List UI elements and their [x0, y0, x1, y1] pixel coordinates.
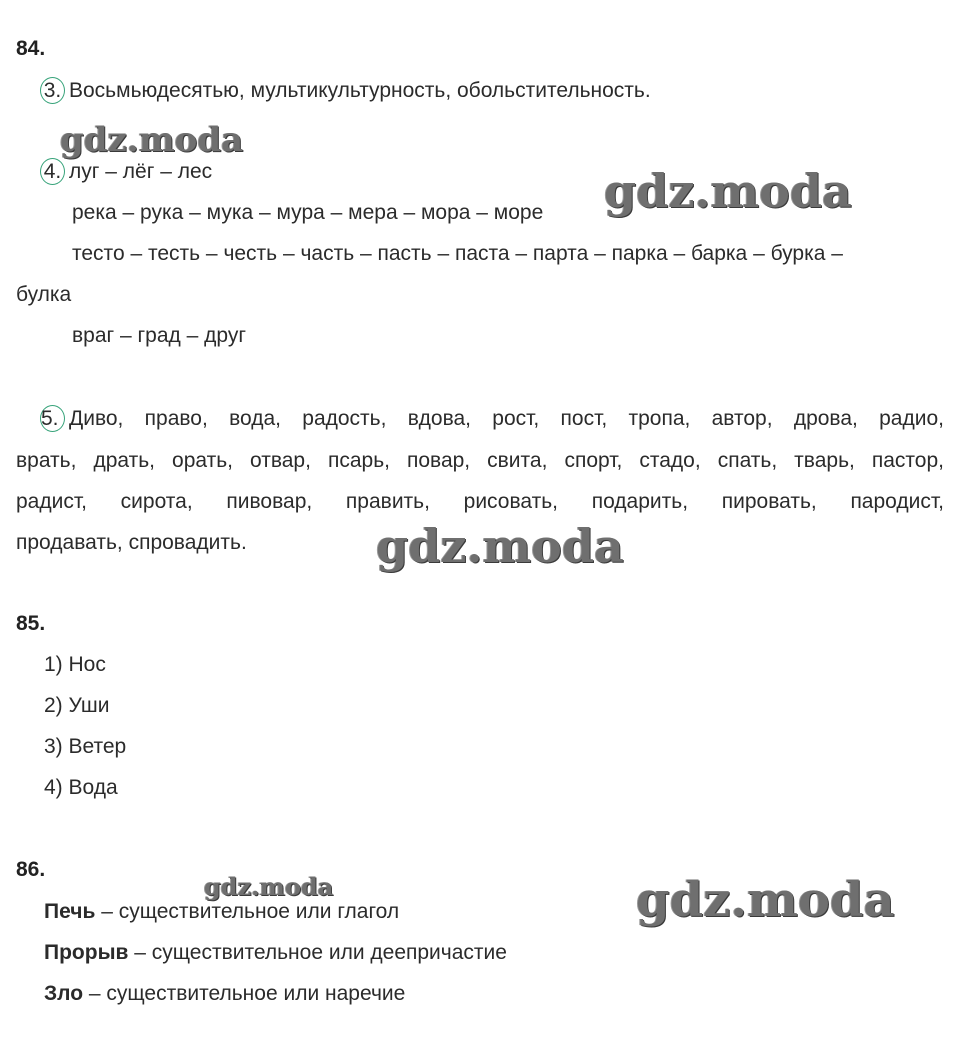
watermark-5: gdz.moda — [636, 872, 895, 928]
ex84-item3-marker: 3. — [40, 77, 65, 104]
ex85-item-2: 2) Уши — [44, 694, 110, 717]
ex84-item4-line1 — [40, 158, 212, 185]
ex84-item4-line2: река – рука – мука – мура – мера – мора – море — [72, 201, 544, 224]
watermark-3: gdz.moda — [376, 519, 624, 573]
ex84-item5-line1 — [16, 405, 944, 432]
exercise-86-number: 86. — [16, 858, 46, 881]
ex84-item5-line4: продавать, спровадить. — [16, 531, 247, 554]
ex85-item-4: 4) Вода — [44, 776, 118, 799]
ex86-item-1 — [44, 900, 399, 924]
ex86-item-2-rest: – существительное или деепричастие — [128, 941, 507, 964]
watermark-1: gdz.moda — [60, 120, 244, 160]
ex85-item-3: 3) Ветер — [44, 735, 127, 758]
ex86-item-1-word: Печь — [44, 900, 96, 923]
ex84-item5-line2: врать, драть, орать, отвар, псарь, повар, свита, спорт, стадо, спать, тварь, пастор, — [16, 449, 944, 472]
exercise-84-number: 84. — [16, 37, 46, 60]
ex86-item-1-rest: – существительное или глагол — [95, 900, 400, 923]
ex86-item-2-word: Прорыв — [44, 941, 129, 964]
ex85-item-1: 1) Нос — [44, 653, 106, 676]
ex84-item5-line1-text: Диво, право, вода, радость, вдова, рост, пост, тропа, автор, дрова, радио, — [69, 407, 944, 430]
ex86-item-3-word: Зло — [44, 982, 84, 1005]
ex84-item4-marker: 4. — [40, 158, 65, 185]
exercise-85-number: 85. — [16, 612, 46, 635]
ex84-item4-line3-cont: булка — [16, 283, 72, 306]
ex84-item3-text: Восьмьюдесятью, мультикультурность, обольстительность. — [69, 79, 651, 102]
ex86-item-2 — [44, 941, 507, 965]
ex84-item5-line3: радист, сирота, пивовар, править, рисовать, подарить, пировать, пародист, — [16, 490, 944, 513]
ex86-item-3 — [44, 982, 405, 1006]
watermark-4: gdz.moda — [204, 872, 334, 901]
ex84-item4-line3: тесто – тесть – честь – часть – пасть – паста – парта – парка – барка – бурка – — [72, 242, 843, 265]
ex84-item5-marker: 5. — [40, 405, 65, 432]
ex84-item4-line4: враг – град – друг — [72, 324, 246, 347]
watermark-2: gdz.moda — [604, 164, 852, 218]
ex86-item-3-rest: – существительное или наречие — [83, 982, 406, 1005]
ex84-item4-line1-text: луг – лёг – лес — [69, 160, 213, 183]
ex84-item3 — [40, 77, 651, 104]
